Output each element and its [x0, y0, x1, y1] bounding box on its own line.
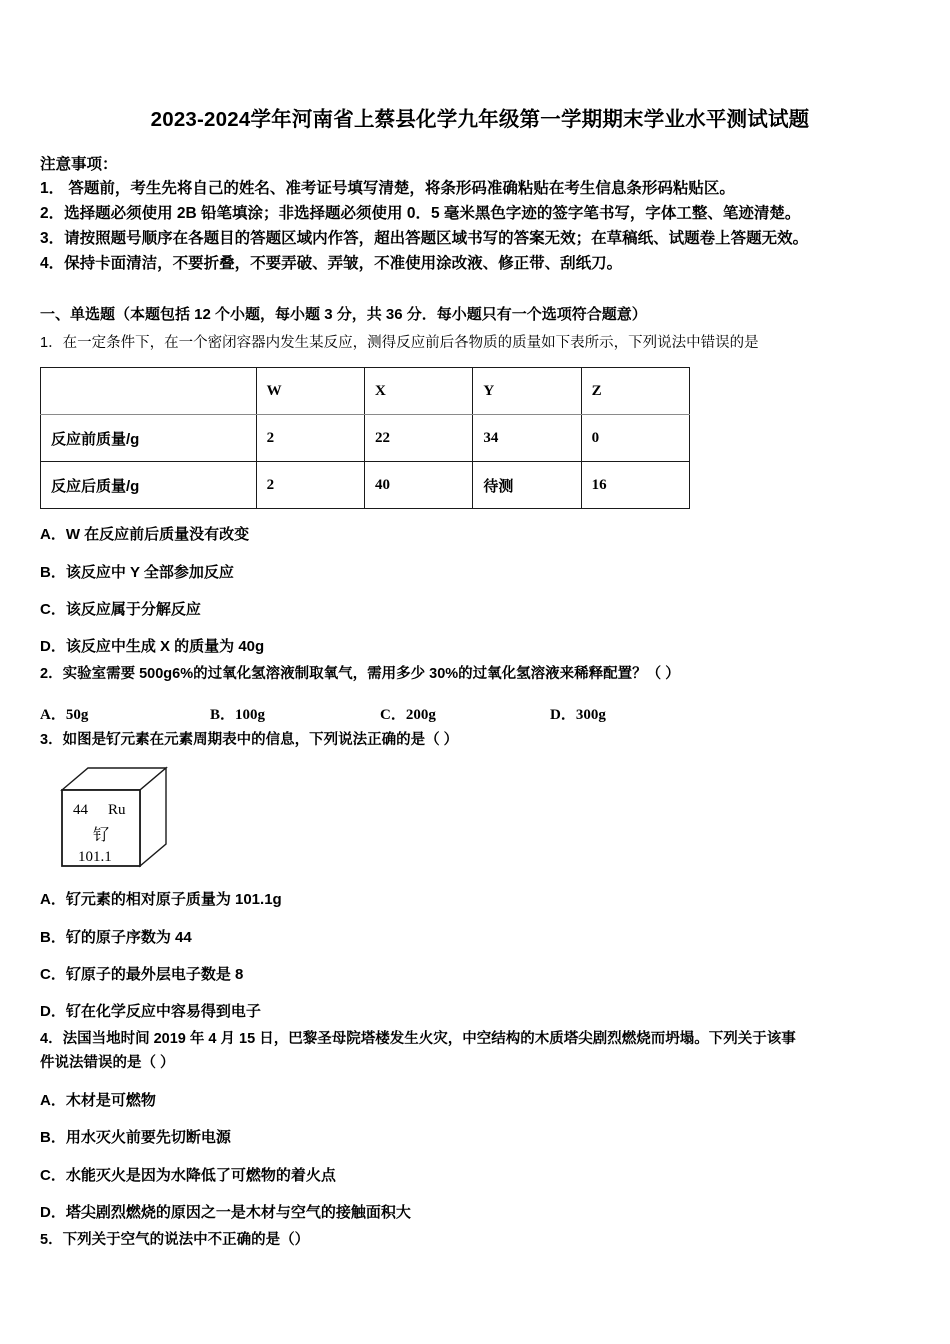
table-cell-after-w: 2 — [256, 462, 364, 509]
table-corner-cell — [41, 368, 257, 415]
question-4-text-line1: 法国当地时间 2019 年 4 月 15 日，巴黎圣母院塔楼发生火灾，中空结构的木质塔尖剧烈燃烧而坍塌。下列关于该事 — [62, 1031, 796, 1048]
page-title: 2023-2024学年河南省上蔡县化学九年级第一学期期末学业水平测试试题 — [150, 108, 810, 131]
notice-list — [40, 176, 920, 276]
notice-item-4: 4．保持卡面清洁，不要折叠，不要弄破、弄皱，不准使用涂改液、修正带、刮纸刀。 — [40, 255, 623, 273]
table-row — [41, 462, 690, 509]
notice-item-2: 2．选择题必须使用 2B 铅笔填涂；非选择题必须使用 0．5 毫米黑色字迹的签字笔书写，字体工整、笔迹清楚。 — [40, 204, 801, 222]
question-1-option-d: D．该反应中生成 X 的质量为 40g — [40, 638, 265, 656]
page-content — [40, 0, 920, 1253]
question-4-number: 4． — [40, 1031, 63, 1048]
table-cell-before-x: 22 — [364, 415, 472, 462]
table-cell-before-w: 2 — [256, 415, 364, 462]
table-row-label-before: 反应前质量/g — [41, 415, 257, 462]
question-4-line-1 — [40, 1028, 920, 1051]
question-4-option-c: C．水能灭火是因为水降低了可燃物的着火点 — [40, 1166, 336, 1184]
question-1-number: 1． — [40, 334, 63, 351]
question-3-option-a: A．钌元素的相对原子质量为 101.1g — [40, 891, 282, 909]
element-cube-svg — [50, 762, 210, 874]
question-1-option-b: B．该反应中 Y 全部参加反应 — [40, 563, 234, 581]
question-3-option-d: D．钌在化学反应中容易得到电子 — [40, 1003, 261, 1021]
question-2-option-c: C．200g — [380, 706, 436, 723]
table-cell-after-x: 40 — [364, 462, 472, 509]
question-4-option-b: B．用水灭火前要先切断电源 — [40, 1129, 231, 1147]
element-atomic-number: 44 — [73, 802, 88, 819]
question-3-text: 如图是钌元素在元素周期表中的信息，下列说法正确的是（ ） — [62, 731, 459, 748]
question-4-line-2: 件说法错误的是（ ） — [40, 1054, 175, 1071]
table-header-row — [41, 368, 690, 415]
element-cube-diagram — [50, 762, 210, 874]
question-2-options — [40, 703, 920, 724]
element-atomic-mass: 101.1 — [78, 849, 112, 866]
question-4-stem — [40, 1028, 920, 1075]
question-2-option-a: A．50g — [40, 706, 89, 723]
question-3-option-b: B．钌的原子序数为 44 — [40, 928, 192, 946]
question-5-stem — [40, 1229, 920, 1252]
reaction-mass-table — [40, 367, 690, 509]
question-4-option-a: A．木材是可燃物 — [40, 1092, 156, 1110]
question-4-option-d: D．塔尖剧烈燃烧的原因之一是木材与空气的接触面积大 — [40, 1203, 411, 1221]
question-3-number: 3． — [40, 731, 63, 748]
reaction-mass-table-wrap — [40, 367, 920, 509]
question-3-stem — [40, 729, 920, 752]
table-cell-after-y: 待测 — [473, 462, 581, 509]
table-cell-before-z: 0 — [581, 415, 689, 462]
notice-item-1: 1． 答题前，考生先将自己的姓名、准考证号填写清楚，将条形码准确粘贴在考生信息条形码粘贴区。 — [40, 179, 735, 197]
element-name-cn: 钌 — [93, 827, 110, 845]
notice-item-3: 3．请按照题号顺序在各题目的答题区域内作答，超出答题区域书写的答案无效；在草稿纸、试题卷上答题无效。 — [40, 230, 809, 248]
element-symbol: Ru — [108, 802, 126, 819]
question-5-number: 5． — [40, 1232, 63, 1249]
table-cell-after-z: 16 — [581, 462, 689, 509]
table-col-header-z: Z — [581, 368, 689, 415]
question-1-option-a: A．W 在反应前后质量没有改变 — [40, 526, 250, 544]
question-2-option-b: B．100g — [210, 706, 266, 723]
question-1-stem — [40, 332, 920, 355]
question-2-text: 实验室需要 500g6%的过氧化氢溶液制取氧气，需用多少 30%的过氧化氢溶液来稀释配置？（ ） — [62, 666, 680, 683]
question-3-option-c: C．钌原子的最外层电子数是 8 — [40, 965, 244, 983]
table-col-header-y: Y — [473, 368, 581, 415]
section-header-single-choice: 一、单选题（本题包括 12 个小题，每小题 3 分，共 36 分．每小题只有一个选项符合题意） — [40, 306, 647, 324]
question-1-option-c: C．该反应属于分解反应 — [40, 600, 201, 618]
question-2-stem — [40, 663, 920, 686]
notice-heading: 注意事项： — [40, 155, 118, 173]
question-2-number: 2． — [40, 666, 63, 683]
table-row — [41, 415, 690, 462]
question-1-text: 在一定条件下，在一个密闭容器内发生某反应，测得反应前后各物质的质量如下表所示，下列说法中错误的是 — [62, 334, 759, 351]
table-col-header-x: X — [364, 368, 472, 415]
table-col-header-w: W — [256, 368, 364, 415]
table-cell-before-y: 34 — [473, 415, 581, 462]
question-5-text: 下列关于空气的说法中不正确的是（） — [62, 1232, 310, 1249]
question-2-option-d: D．300g — [550, 706, 606, 723]
table-row-label-after: 反应后质量/g — [41, 462, 257, 509]
